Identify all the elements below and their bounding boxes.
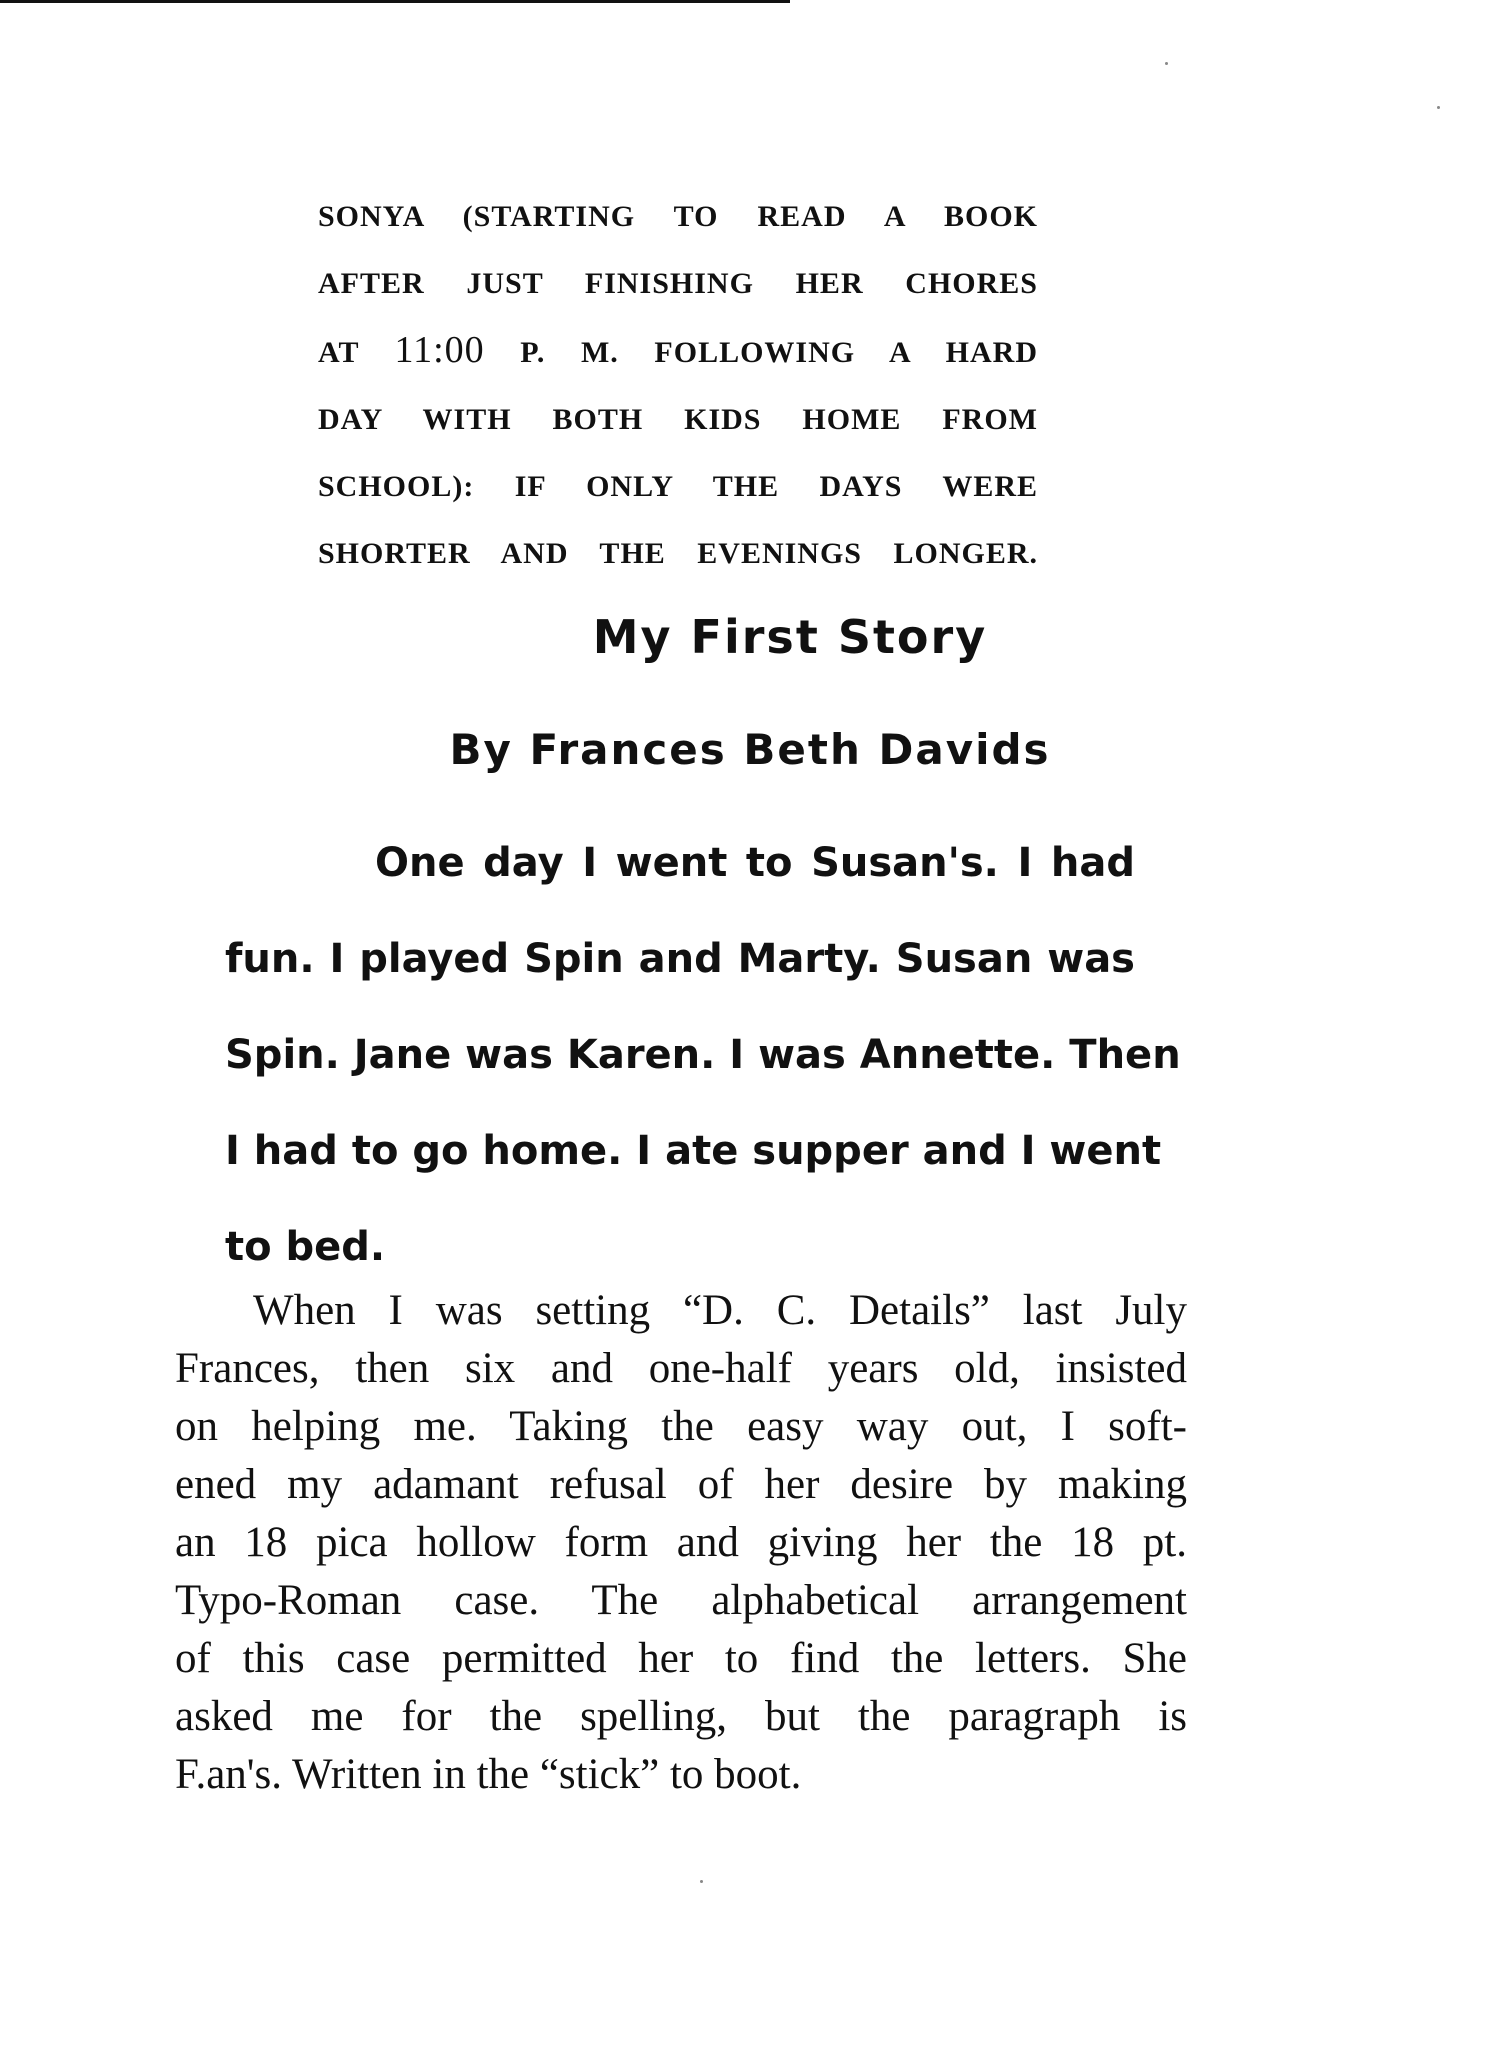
story-line: Spin. Jane was Karen. I was Annette. Then bbox=[225, 1032, 1181, 1078]
scan-speck bbox=[700, 1880, 703, 1883]
editor-note bbox=[175, 1282, 1187, 1804]
caption-time: 11:00 bbox=[394, 329, 485, 371]
note-line: Frances, then six and one-half years old, insisted bbox=[175, 1345, 1187, 1392]
caption-line: SONYA (STARTING TO READ A BOOK bbox=[318, 200, 1038, 233]
story-byline: By Frances Beth Davids bbox=[449, 725, 1051, 774]
scan-speck bbox=[1437, 106, 1440, 109]
caption-line bbox=[318, 317, 1038, 386]
note-line: asked me for the spelling, but the paragraph is bbox=[175, 1693, 1187, 1740]
scan-speck bbox=[1165, 62, 1168, 65]
caption-text: AT bbox=[318, 336, 395, 369]
story-body bbox=[225, 815, 1181, 1295]
note-line: an 18 pica hollow form and giving her the 18 pt. bbox=[175, 1519, 1187, 1566]
story-line: to bed. bbox=[225, 1224, 386, 1270]
story-line: One day I went to Susan's. I had bbox=[375, 840, 1135, 886]
caption-line: AFTER JUST FINISHING HER CHORES bbox=[318, 267, 1038, 300]
cartoon-caption bbox=[318, 183, 1038, 587]
note-line: Typo-Roman case. The alphabetical arrangement bbox=[175, 1577, 1187, 1624]
note-line: F.an's. Written in the “stick” to boot. bbox=[175, 1751, 802, 1798]
note-line: on helping me. Taking the easy way out, I soft- bbox=[175, 1403, 1187, 1450]
story-line: fun. I played Spin and Marty. Susan was bbox=[225, 936, 1135, 982]
story-title: My First Story bbox=[592, 610, 988, 664]
caption-line: SCHOOL): IF ONLY THE DAYS WERE bbox=[318, 470, 1038, 503]
top-rule bbox=[0, 0, 790, 3]
note-line: When I was setting “D. C. Details” last July bbox=[253, 1287, 1187, 1334]
caption-line: DAY WITH BOTH KIDS HOME FROM bbox=[318, 403, 1038, 436]
note-line: of this case permitted her to find the letters. She bbox=[175, 1635, 1187, 1682]
caption-line: SHORTER AND THE EVENINGS LONGER. bbox=[318, 537, 1038, 570]
caption-text: P. M. FOLLOWING A HARD bbox=[484, 336, 1039, 369]
note-line: ened my adamant refusal of her desire by making bbox=[175, 1461, 1187, 1508]
story-line: I had to go home. I ate supper and I went bbox=[225, 1128, 1162, 1174]
